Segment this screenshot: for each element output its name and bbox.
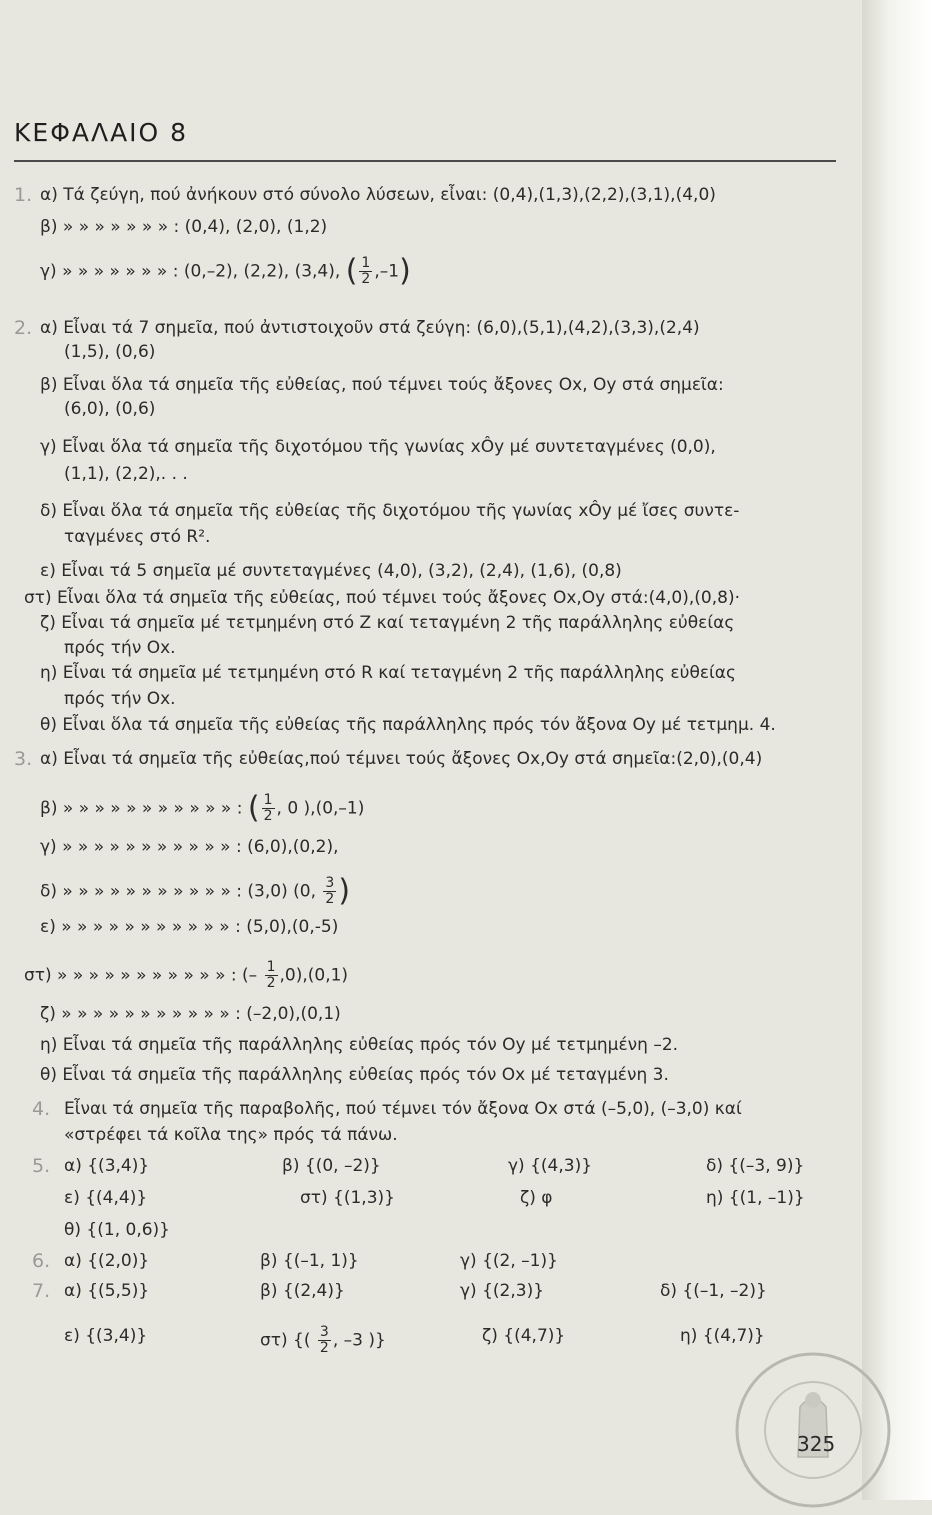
answer-text: β) » » » » » » » » » » » : bbox=[40, 798, 243, 819]
fraction bbox=[323, 876, 336, 907]
answer-line: (1,1), (2,2),. . . bbox=[64, 464, 188, 484]
answer-line: θ) Εἶναι τά σημεῖα τῆς παράλληλης εὐθείας πρός τόν Ox μέ τεταγμένη 3. bbox=[40, 1065, 669, 1085]
answer-item: β) {(–1, 1)} bbox=[260, 1251, 359, 1271]
exercise-number: 2. bbox=[14, 317, 33, 339]
page-number: 325 bbox=[797, 1432, 836, 1456]
answer-line: ταγμένες στό R². bbox=[64, 527, 211, 547]
answer-line: α) Τά ζεύγη, πού ἀνήκουν στό σύνολο λύσεων, εἶναι: (0,4),(1,3),(2,2),(3,1),(4,0) bbox=[40, 185, 716, 205]
answer-line: ε) » » » » » » » » » » » : (5,0),(0,-5) bbox=[40, 917, 339, 937]
answer-line: η) Εἶναι τά σημεῖα μέ τετμημένη στό R καί τεταγμένη 2 τῆς παράλληλης εὐθείας bbox=[40, 663, 736, 683]
answer-line: β) » » » » » » » : (0,4), (2,0), (1,2) bbox=[40, 217, 328, 237]
fraction-numerator: 1 bbox=[266, 959, 276, 975]
paren-open: ( bbox=[247, 790, 260, 826]
answer-line-fraction bbox=[24, 960, 348, 991]
answer-line: Εἶναι τά σημεῖα τῆς παραβολῆς, πού τέμνει τόν ἄξονα Ox στά (–5,0), (–3,0) καί bbox=[64, 1099, 742, 1119]
answer-line: δ) Εἶναι ὅλα τά σημεῖα τῆς εὐθείας τῆς διχοτόμου τῆς γωνίας xÔy μέ ἴσες συντε- bbox=[40, 501, 740, 521]
fraction bbox=[265, 960, 278, 991]
paren-close: ) bbox=[338, 873, 351, 909]
library-stamp bbox=[728, 1345, 898, 1515]
answer-text: στ) » » » » » » » » » » » : (– bbox=[24, 965, 258, 986]
answer-line-fraction bbox=[40, 253, 411, 289]
exercise-number: 5. bbox=[32, 1155, 51, 1177]
fraction-numerator: 1 bbox=[361, 255, 371, 271]
fraction-denominator: 2 bbox=[319, 1340, 329, 1356]
answer-line: γ) Εἶναι ὅλα τά σημεῖα τῆς διχοτόμου τῆς γωνίας xÔy μέ συντεταγμένες (0,0), bbox=[40, 437, 716, 457]
answer-line-fraction bbox=[40, 790, 365, 826]
answer-item: ε) {(4,4)} bbox=[64, 1188, 148, 1208]
answer-line: πρός τήν Ox. bbox=[64, 638, 176, 658]
answer-text: στ) {( bbox=[260, 1330, 311, 1351]
answer-text: , 0 ),(0,–1) bbox=[276, 798, 365, 819]
answer-text: ,–1 bbox=[374, 261, 400, 282]
fraction-denominator: 2 bbox=[266, 975, 276, 991]
answer-line: α) Εἶναι τά σημεῖα τῆς εὐθείας,πού τέμνει τούς ἄξονες Ox,Oy στά σημεῖα:(2,0),(0,4) bbox=[40, 749, 763, 769]
fraction bbox=[318, 1325, 331, 1356]
book-spine bbox=[862, 0, 932, 1500]
answer-line-fraction bbox=[40, 873, 351, 909]
paren-close: ) bbox=[399, 253, 411, 289]
fraction bbox=[262, 793, 275, 824]
answer-line: πρός τήν Ox. bbox=[64, 689, 176, 709]
fraction-numerator: 3 bbox=[325, 875, 335, 891]
answer-item: γ) {(2,3)} bbox=[460, 1281, 545, 1301]
exercise-number: 7. bbox=[32, 1280, 51, 1302]
chapter-title: ΚΕΦΑΛΑΙΟ 8 bbox=[14, 118, 189, 147]
exercise-number: 6. bbox=[32, 1250, 51, 1272]
answer-item: θ) {(1, 0,6)} bbox=[64, 1220, 170, 1240]
answer-item: δ) {(–1, –2)} bbox=[660, 1281, 767, 1301]
answer-item: στ) {(1,3)} bbox=[300, 1188, 395, 1208]
answer-line: στ) Εἶναι ὅλα τά σημεῖα τῆς εὐθείας, πού τέμνει τούς ἄξονες Ox,Oy στά:(4,0),(0,8)· bbox=[24, 588, 740, 608]
answer-line: θ) Εἶναι ὅλα τά σημεῖα τῆς εὐθείας τῆς παράλληλης πρός τόν ἄξονα Oy μέ τετμημ. 4. bbox=[40, 715, 776, 735]
answer-item: η) {(1, –1)} bbox=[706, 1188, 805, 1208]
answer-line: «στρέφει τά κοῖλα της» πρός τά πάνω. bbox=[64, 1125, 398, 1145]
fraction-denominator: 2 bbox=[325, 891, 335, 907]
fraction-numerator: 3 bbox=[319, 1324, 329, 1340]
answer-item-fraction bbox=[260, 1325, 386, 1356]
answer-item: γ) {(4,3)} bbox=[508, 1156, 593, 1176]
answer-line: ζ) Εἶναι τά σημεῖα μέ τετμημένη στό Z καί τεταγμένη 2 τῆς παράλληλης εὐθείας bbox=[40, 613, 735, 633]
title-rule bbox=[14, 160, 836, 162]
exercise-number: 4. bbox=[32, 1098, 51, 1120]
fraction bbox=[359, 256, 372, 287]
answer-text: δ) » » » » » » » » » » » : (3,0) (0, bbox=[40, 881, 316, 902]
answer-text: , –3 )} bbox=[332, 1330, 386, 1351]
answer-item: β) {(0, –2)} bbox=[282, 1156, 381, 1176]
answer-item: α) {(2,0)} bbox=[64, 1251, 150, 1271]
answer-text: γ) » » » » » » » : (0,–2), (2,2), (3,4), bbox=[40, 261, 341, 282]
answer-item: α) {(3,4)} bbox=[64, 1156, 150, 1176]
exercise-number: 1. bbox=[14, 184, 33, 206]
answer-text: ,0),(0,1) bbox=[279, 965, 349, 986]
fraction-denominator: 2 bbox=[361, 271, 371, 287]
answer-line: η) Εἶναι τά σημεῖα τῆς παράλληλης εὐθείας πρός τόν Oy μέ τετμημένη –2. bbox=[40, 1035, 679, 1055]
answer-item: η) {(4,7)} bbox=[680, 1326, 765, 1346]
answer-item: δ) {(–3, 9)} bbox=[706, 1156, 805, 1176]
answer-line: α) Εἶναι τά 7 σημεῖα, πού ἀντιστοιχοῦν στά ζεύγη: (6,0),(5,1),(4,2),(3,3),(2,4) bbox=[40, 318, 700, 338]
answer-line: (6,0), (0,6) bbox=[64, 399, 156, 419]
answer-line: γ) » » » » » » » » » » » : (6,0),(0,2), bbox=[40, 837, 339, 857]
answer-line: β) Εἶναι ὅλα τά σημεῖα τῆς εὐθείας, πού τέμνει τούς ἄξονες Ox, Oy στά σημεῖα: bbox=[40, 375, 724, 395]
answer-line: ε) Εἶναι τά 5 σημεῖα μέ συντεταγμένες (4,0), (3,2), (2,4), (1,6), (0,8) bbox=[40, 561, 622, 581]
fraction-numerator: 1 bbox=[263, 792, 273, 808]
answer-item: ζ) {(4,7)} bbox=[482, 1326, 566, 1346]
answer-item: ε) {(3,4)} bbox=[64, 1326, 148, 1346]
answer-item: α) {(5,5)} bbox=[64, 1281, 150, 1301]
answer-item: γ) {(2, –1)} bbox=[460, 1251, 558, 1271]
answer-item: ζ) φ bbox=[520, 1188, 553, 1208]
fraction-denominator: 2 bbox=[263, 808, 273, 824]
exercise-number: 3. bbox=[14, 748, 33, 770]
paren-open: ( bbox=[345, 253, 358, 289]
answer-item: β) {(2,4)} bbox=[260, 1281, 345, 1301]
answer-line: (1,5), (0,6) bbox=[64, 342, 156, 362]
answer-line: ζ) » » » » » » » » » » » : (–2,0),(0,1) bbox=[40, 1004, 341, 1024]
